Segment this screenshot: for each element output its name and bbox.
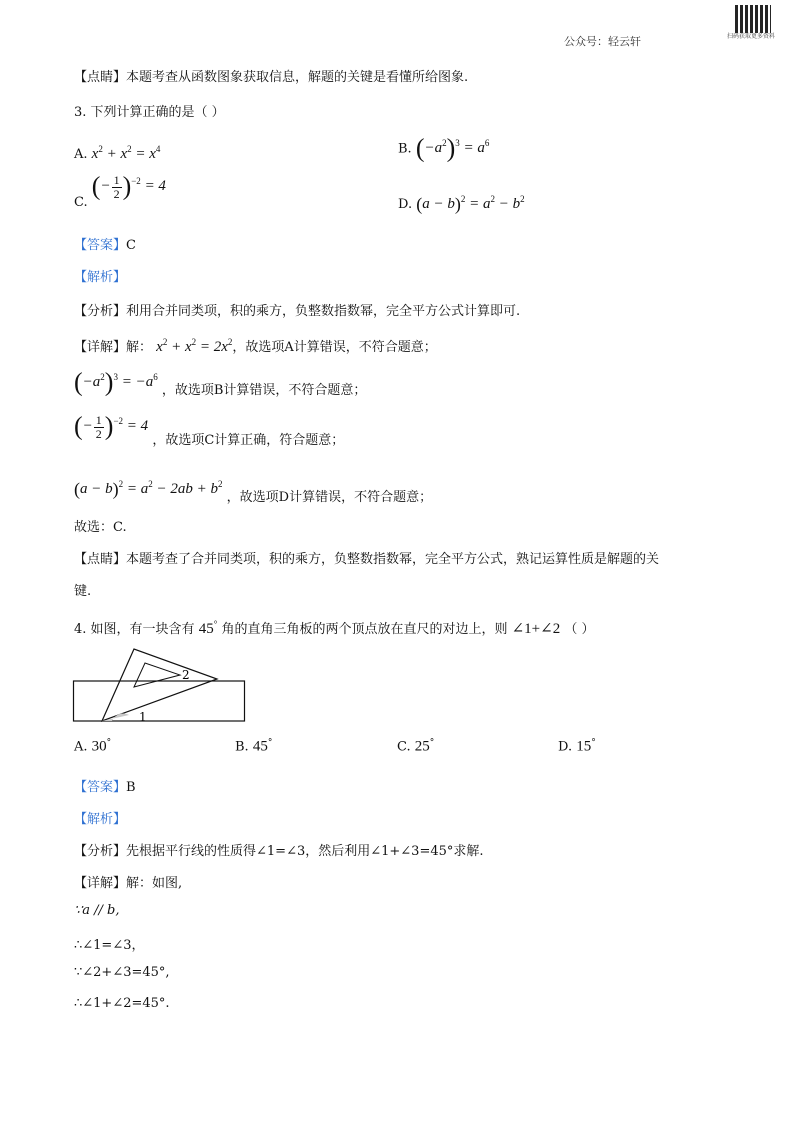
q4-option-d: D. 15° bbox=[558, 738, 596, 755]
dianjing-1: 【点睛】本题考查从函数图象获取信息，解题的关键是看懂所给图象. bbox=[74, 70, 469, 85]
q3-option-a: A. $x^2 + x^2 = x^4$ bbox=[74, 144, 161, 162]
wechat-account: 公众号：轻云轩 bbox=[564, 35, 641, 48]
q4-step-1: ∵a // b, bbox=[74, 903, 120, 918]
q3-option-b: B. $(-a^2)^3 = a^6$ bbox=[398, 134, 490, 163]
q3-xiangjie-1: 【详解】解： $x^2 + x^2 = 2x^2$，故选项A计算错误，不符合题意； bbox=[74, 337, 437, 355]
q4-option-c: C. 25° bbox=[397, 738, 435, 755]
q4-option-a: A. 30° bbox=[74, 738, 112, 755]
q3-guxuan: 故选：C. bbox=[74, 520, 127, 535]
question-3: 3. 下列计算正确的是（ ） bbox=[74, 105, 225, 120]
q4-option-b: B. 45° bbox=[235, 738, 273, 755]
q3-fenxi: 【分析】利用合并同类项，积的乘方，负整数指数幂，完全平方公式计算即可. bbox=[74, 304, 521, 319]
q3-answer: 【答案】C bbox=[74, 238, 136, 253]
fig-label-2: 2 bbox=[182, 668, 190, 682]
q4-fenxi: 【分析】先根据平行线的性质得∠1=∠3，然后利用∠1+∠3=45°求解. bbox=[74, 844, 484, 859]
q4-jiexi: 【解析】 bbox=[74, 812, 127, 827]
q4-step-2: ∴∠1=∠3， bbox=[74, 938, 145, 953]
q4-step-3: ∵∠2+∠3=45°, bbox=[74, 965, 170, 980]
dianjing-2a: 【点睛】本题考查了合并同类项，积的乘方，负整数指数幂，完全平方公式，熟记运算性质是解题的关 bbox=[74, 552, 660, 567]
qr-caption: 扫码获取更多资料 bbox=[727, 33, 776, 40]
q4-xiangjie: 【详解】解：如图, bbox=[74, 876, 183, 891]
fig-label-1: 1 bbox=[139, 710, 147, 724]
q4-step-4: ∴∠1+∠2=45°. bbox=[74, 996, 170, 1011]
q3-xiangjie-3: (− $\frac{1}{2}$ )$^{-2}$ = 4 ，故选项C计算正确，符合题意； bbox=[74, 412, 345, 449]
q3-jiexi: 【解析】 bbox=[74, 270, 127, 285]
q3-option-c: C. (− $\frac{1}{2}$ )$^{-2}$ = 4 bbox=[74, 172, 166, 211]
q3-option-d: D. $(a - b)^2 = a^2 - b^2$ bbox=[398, 194, 525, 215]
q3-xiangjie-4: $(a - b)^2 = a^2 - 2ab + b^2$ ，故选项D计算错误，不符合题意； bbox=[74, 479, 433, 505]
dianjing-2b: 键. bbox=[74, 584, 92, 599]
question-4: 4. 如图，有一块含有 45° 角的直角三角板的两个顶点放在直尺的对边上，则 ∠1+∠2 （ ） bbox=[74, 619, 595, 637]
q3-xiangjie-2: $(-a^2)^3 = -a^6$ ，故选项B计算错误，不符合题意； bbox=[74, 368, 367, 399]
q4-answer: 【答案】B bbox=[74, 780, 136, 795]
ruler-triangle-figure bbox=[72, 645, 248, 725]
qr-code bbox=[735, 5, 771, 33]
